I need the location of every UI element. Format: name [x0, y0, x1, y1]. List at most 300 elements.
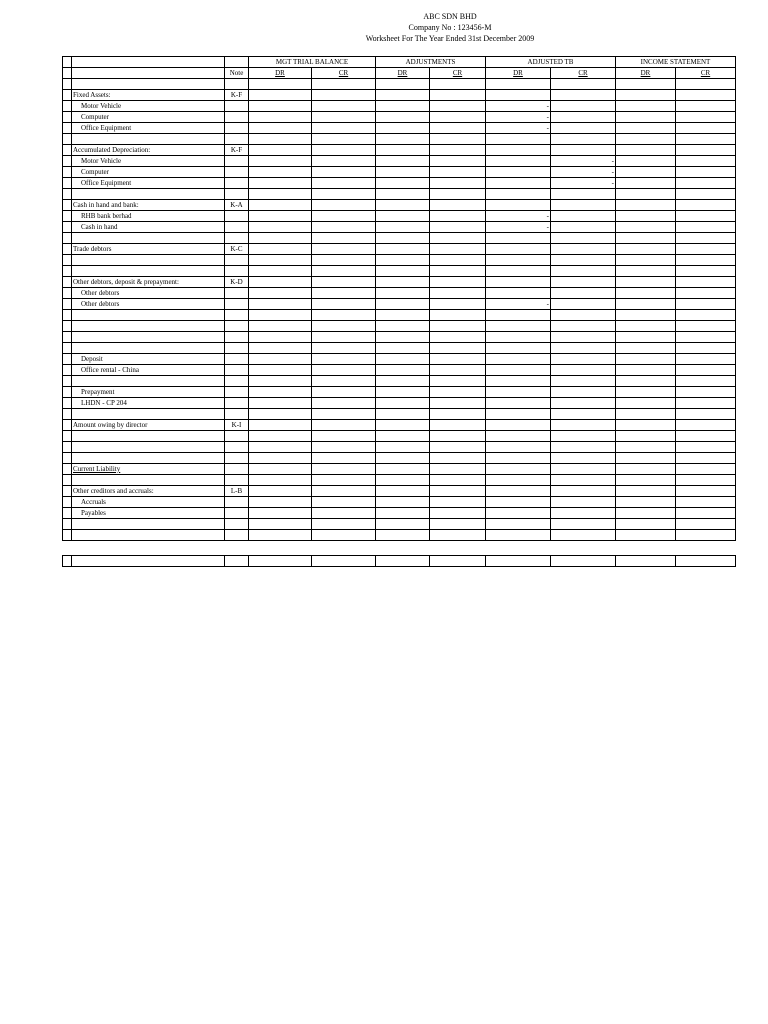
atb-dr-cell [486, 244, 551, 255]
mgt-cr-cell [312, 112, 376, 123]
is-dr-cell [616, 299, 676, 310]
row-marker-cell [63, 288, 72, 299]
is-dr-cell [616, 222, 676, 233]
adj-dr-cell [376, 453, 430, 464]
row-note [225, 453, 249, 464]
adj-dr-cell [376, 409, 430, 420]
is-dr-cell [616, 178, 676, 189]
row-label: Cash in hand [72, 222, 225, 233]
row-label: Computer [72, 167, 225, 178]
adj-dr-cell [376, 134, 430, 145]
is-dr-cell [616, 79, 676, 90]
mgt-cr-cell [312, 200, 376, 211]
mgt-dr-cell [249, 299, 312, 310]
is-cr-cell [676, 178, 736, 189]
atb-dr-cell [486, 475, 551, 486]
mgt-cr-cell [312, 266, 376, 277]
adj-cr-cell [430, 486, 486, 497]
atb-cr-cell [551, 508, 616, 519]
adj-dr-cell [376, 101, 430, 112]
is-cr-cell [676, 266, 736, 277]
mgt-dr-cell [249, 376, 312, 387]
adj-cr-cell [430, 365, 486, 376]
row-marker-cell [63, 255, 72, 266]
is-cr-cell [676, 475, 736, 486]
table-row [63, 222, 736, 233]
atb-cr-cell [551, 145, 616, 156]
row-label [72, 343, 225, 354]
atb-dr-cell [486, 409, 551, 420]
adj-cr-cell [430, 233, 486, 244]
atb-cr-cell [551, 123, 616, 134]
row-label: Computer [72, 112, 225, 123]
atb-dr-cell [486, 310, 551, 321]
atb-dr-cell [486, 442, 551, 453]
atb-cr-cell [551, 464, 616, 475]
table-row [63, 255, 736, 266]
is-cr-cell [676, 530, 736, 541]
atb-dr-cell [486, 189, 551, 200]
row-note: K-F [225, 145, 249, 156]
is-dr-cell [616, 255, 676, 266]
row-label [72, 255, 225, 266]
row-note [225, 79, 249, 90]
row-label: Deposit [72, 354, 225, 365]
atb-cr-cell [551, 486, 616, 497]
row-marker-cell [63, 387, 72, 398]
atb-dr-cell [486, 332, 551, 343]
adj-dr-cell [376, 266, 430, 277]
is-dr-cell [616, 233, 676, 244]
is-cr-cell [676, 409, 736, 420]
is-cr-cell [676, 79, 736, 90]
atb-cr-cell [551, 310, 616, 321]
table-row [63, 420, 736, 431]
row-note [225, 409, 249, 420]
mgt-dr-cell [249, 189, 312, 200]
atb-dr-cell [486, 497, 551, 508]
atb-dr-cell: - [486, 123, 551, 134]
adj-cr-cell [430, 387, 486, 398]
atb-cr-cell [551, 431, 616, 442]
mgt-cr-cell [312, 332, 376, 343]
adj-cr-cell [430, 112, 486, 123]
column-header-row [63, 68, 736, 79]
adj-dr-cell [376, 79, 430, 90]
mgt-cr-cell [312, 101, 376, 112]
row-label [72, 530, 225, 541]
table-row [63, 211, 736, 222]
mgt-dr-cell [249, 178, 312, 189]
mgt-dr-cell [249, 431, 312, 442]
mgt-dr-cell [249, 310, 312, 321]
table-row [63, 497, 736, 508]
row-marker-cell [63, 310, 72, 321]
row-label: Accruals [72, 497, 225, 508]
atb-dr-cell [486, 255, 551, 266]
row-note [225, 266, 249, 277]
row-note: K-I [225, 420, 249, 431]
adj-dr-cell [376, 156, 430, 167]
atb-cr-cell [551, 244, 616, 255]
adj-dr-cell [376, 310, 430, 321]
mgt-cr-cell [312, 519, 376, 530]
row-marker-cell [63, 530, 72, 541]
table-row [63, 431, 736, 442]
row-note [225, 156, 249, 167]
adj-cr-cell [430, 167, 486, 178]
adj-cr-cell [430, 178, 486, 189]
atb-dr-cell: - [486, 211, 551, 222]
atb-cr-cell [551, 222, 616, 233]
adj-cr-cell [430, 519, 486, 530]
adj-dr-cell [376, 530, 430, 541]
row-label: Office Equipment [72, 123, 225, 134]
atb-dr-cell [486, 134, 551, 145]
table-row [63, 365, 736, 376]
is-dr-header: DR [616, 68, 676, 79]
row-marker-cell [63, 123, 72, 134]
row-marker-cell [63, 398, 72, 409]
mgt-dr-cell [249, 497, 312, 508]
adj-cr-cell [430, 530, 486, 541]
row-marker-cell [63, 134, 72, 145]
adj-dr-cell [376, 431, 430, 442]
adj-dr-cell [376, 420, 430, 431]
row-note [225, 354, 249, 365]
table-row [63, 321, 736, 332]
adj-cr-cell [430, 332, 486, 343]
is-dr-cell [616, 486, 676, 497]
adj-cr-cell [430, 376, 486, 387]
atb-dr-header: DR [486, 68, 551, 79]
atb-dr-cell [486, 200, 551, 211]
atb-dr-cell [486, 156, 551, 167]
adj-cr-cell [430, 497, 486, 508]
atb-cr-cell [551, 200, 616, 211]
mgt-dr-cell [249, 486, 312, 497]
row-marker-cell [63, 420, 72, 431]
is-cr-cell [676, 134, 736, 145]
mgt-cr-cell [312, 321, 376, 332]
row-label [72, 519, 225, 530]
row-marker-cell [63, 145, 72, 156]
is-cr-cell [676, 464, 736, 475]
is-cr-cell [676, 156, 736, 167]
atb-dr-cell [486, 266, 551, 277]
is-cr-cell [676, 255, 736, 266]
atb-cr-cell [551, 343, 616, 354]
row-label: Accumulated Depreciation: [72, 145, 225, 156]
is-dr-cell [616, 453, 676, 464]
row-label: Cash in hand and bank: [72, 200, 225, 211]
atb-dr-cell [486, 167, 551, 178]
adj-dr-cell [376, 211, 430, 222]
atb-cr-cell: - [551, 178, 616, 189]
is-dr-cell [616, 343, 676, 354]
is-cr-cell [676, 420, 736, 431]
atb-dr-cell [486, 387, 551, 398]
adj-cr-cell [430, 288, 486, 299]
mgt-dr-cell [249, 255, 312, 266]
adj-cr-cell [430, 354, 486, 365]
row-marker-cell [63, 79, 72, 90]
is-dr-cell [616, 310, 676, 321]
mgt-dr-cell [249, 442, 312, 453]
table-row [63, 332, 736, 343]
mgt-cr-cell [312, 145, 376, 156]
atb-cr-cell [551, 299, 616, 310]
adj-dr-cell [376, 244, 430, 255]
is-cr-cell [676, 200, 736, 211]
adj-dr-cell [376, 277, 430, 288]
is-cr-cell [676, 442, 736, 453]
adj-dr-cell [376, 475, 430, 486]
is-cr-cell [676, 431, 736, 442]
note-header: Note [225, 68, 249, 79]
atb-dr-cell [486, 178, 551, 189]
is-dr-cell [616, 123, 676, 134]
adj-cr-cell [430, 200, 486, 211]
row-marker-cell [63, 343, 72, 354]
adj-dr-cell [376, 398, 430, 409]
table-row [63, 398, 736, 409]
table-row [63, 519, 736, 530]
row-note [225, 519, 249, 530]
row-note [225, 299, 249, 310]
row-label [72, 376, 225, 387]
row-note [225, 288, 249, 299]
row-note [225, 332, 249, 343]
table-row [63, 200, 736, 211]
is-cr-cell [676, 343, 736, 354]
is-cr-cell [676, 90, 736, 101]
adj-dr-cell [376, 332, 430, 343]
adj-cr-cell [430, 442, 486, 453]
row-marker-cell [63, 277, 72, 288]
row-marker-cell [63, 475, 72, 486]
row-note [225, 431, 249, 442]
row-note [225, 398, 249, 409]
row-marker-cell [63, 200, 72, 211]
row-note [225, 112, 249, 123]
is-cr-cell [676, 167, 736, 178]
table-row [63, 409, 736, 420]
is-cr-cell [676, 376, 736, 387]
row-note [225, 310, 249, 321]
row-marker-cell [63, 189, 72, 200]
mgt-cr-cell [312, 167, 376, 178]
company-number: Company No : 123456-M [408, 23, 492, 32]
row-marker-cell [63, 101, 72, 112]
atb-dr-cell [486, 376, 551, 387]
atb-cr-cell [551, 387, 616, 398]
row-label: Other creditors and accruals: [72, 486, 225, 497]
table-row [63, 90, 736, 101]
mgt-cr-cell [312, 475, 376, 486]
mgt-dr-cell [249, 156, 312, 167]
row-marker-cell [63, 167, 72, 178]
mgt-cr-cell [312, 222, 376, 233]
mgt-cr-cell [312, 453, 376, 464]
is-dr-cell [616, 156, 676, 167]
row-label: Other debtors [72, 299, 225, 310]
is-dr-cell [616, 288, 676, 299]
atb-cr-cell [551, 453, 616, 464]
table-row [63, 112, 736, 123]
adj-cr-cell [430, 123, 486, 134]
mgt-cr-cell [312, 299, 376, 310]
atb-dr-cell [486, 277, 551, 288]
adj-dr-cell [376, 365, 430, 376]
row-label [72, 442, 225, 453]
adj-cr-cell [430, 79, 486, 90]
atb-dr-cell [486, 233, 551, 244]
table-row [63, 123, 736, 134]
is-dr-cell [616, 244, 676, 255]
adj-cr-cell [430, 409, 486, 420]
is-cr-cell [676, 486, 736, 497]
mgt-cr-cell [312, 79, 376, 90]
adj-dr-cell [376, 442, 430, 453]
adj-dr-cell [376, 167, 430, 178]
table-row [63, 277, 736, 288]
mgt-cr-cell [312, 409, 376, 420]
atb-dr-cell: - [486, 112, 551, 123]
is-cr-cell [676, 189, 736, 200]
worksheet-subtitle: Worksheet For The Year Ended 31st December 2009 [365, 34, 535, 43]
mgt-dr-cell [249, 332, 312, 343]
row-marker-cell [63, 321, 72, 332]
is-dr-cell [616, 464, 676, 475]
atb-dr-cell: - [486, 101, 551, 112]
is-dr-cell [616, 409, 676, 420]
atb-dr-cell [486, 90, 551, 101]
atb-dr-cell [486, 508, 551, 519]
is-dr-cell [616, 167, 676, 178]
row-marker-cell [63, 486, 72, 497]
atb-dr-cell [486, 288, 551, 299]
table-row [63, 167, 736, 178]
adj-cr-cell [430, 299, 486, 310]
mgt-cr-cell [312, 376, 376, 387]
is-cr-cell [676, 288, 736, 299]
row-label: Fixed Assets: [72, 90, 225, 101]
row-label [72, 431, 225, 442]
adj-dr-cell [376, 233, 430, 244]
table-row [63, 134, 736, 145]
group-header-row [63, 57, 736, 68]
is-dr-cell [616, 189, 676, 200]
mgt-cr-cell [312, 134, 376, 145]
mgt-cr-cell [312, 233, 376, 244]
atb-dr-cell [486, 464, 551, 475]
row-note [225, 233, 249, 244]
is-dr-cell [616, 519, 676, 530]
adj-cr-cell [430, 321, 486, 332]
atb-cr-cell [551, 90, 616, 101]
atb-cr-cell [551, 255, 616, 266]
row-marker-cell [63, 442, 72, 453]
adj-cr-cell [430, 398, 486, 409]
is-dr-cell [616, 145, 676, 156]
atb-cr-cell: - [551, 156, 616, 167]
adj-cr-cell [430, 255, 486, 266]
mgt-dr-cell [249, 101, 312, 112]
mgt-dr-cell [249, 134, 312, 145]
is-cr-cell [676, 277, 736, 288]
row-label: LHDN - CP 204 [72, 398, 225, 409]
row-note [225, 365, 249, 376]
adj-dr-cell [376, 200, 430, 211]
is-cr-cell [676, 508, 736, 519]
is-dr-cell [616, 332, 676, 343]
is-cr-cell [676, 354, 736, 365]
mgt-dr-cell [249, 233, 312, 244]
group-income-statement: INCOME STATEMENT [616, 57, 736, 68]
atb-cr-cell [551, 354, 616, 365]
row-marker-cell [63, 354, 72, 365]
mgt-dr-cell [249, 365, 312, 376]
row-marker-cell [63, 365, 72, 376]
row-label: Motor Vehicle [72, 156, 225, 167]
adj-dr-cell [376, 519, 430, 530]
mgt-cr-cell [312, 354, 376, 365]
mgt-dr-cell [249, 112, 312, 123]
row-marker-cell [63, 519, 72, 530]
row-label: Prepayment [72, 387, 225, 398]
is-dr-cell [616, 431, 676, 442]
table-row [63, 145, 736, 156]
adj-cr-cell [430, 266, 486, 277]
adj-cr-cell [430, 277, 486, 288]
row-marker-cell [63, 156, 72, 167]
atb-cr-cell [551, 233, 616, 244]
mgt-dr-cell [249, 277, 312, 288]
row-note [225, 189, 249, 200]
mgt-dr-cell [249, 167, 312, 178]
mgt-cr-cell [312, 343, 376, 354]
row-note [225, 376, 249, 387]
row-marker-cell [63, 453, 72, 464]
table-row [63, 299, 736, 310]
row-marker-cell [63, 90, 72, 101]
adj-dr-cell [376, 354, 430, 365]
mgt-cr-cell [312, 90, 376, 101]
mgt-cr-cell [312, 398, 376, 409]
row-label: Motor Vehicle [72, 101, 225, 112]
is-cr-cell [676, 497, 736, 508]
row-note [225, 255, 249, 266]
atb-cr-cell [551, 497, 616, 508]
mgt-dr-cell [249, 266, 312, 277]
mgt-dr-cell [249, 464, 312, 475]
atb-dr-cell [486, 431, 551, 442]
adj-dr-cell [376, 255, 430, 266]
mgt-cr-cell [312, 211, 376, 222]
atb-dr-cell [486, 343, 551, 354]
is-cr-cell [676, 519, 736, 530]
row-note [225, 475, 249, 486]
row-note: K-D [225, 277, 249, 288]
row-marker-cell [63, 497, 72, 508]
atb-dr-cell [486, 79, 551, 90]
mgt-dr-cell [249, 409, 312, 420]
is-cr-cell [676, 244, 736, 255]
mgt-cr-cell [312, 178, 376, 189]
table-row [63, 266, 736, 277]
row-marker-cell [63, 211, 72, 222]
